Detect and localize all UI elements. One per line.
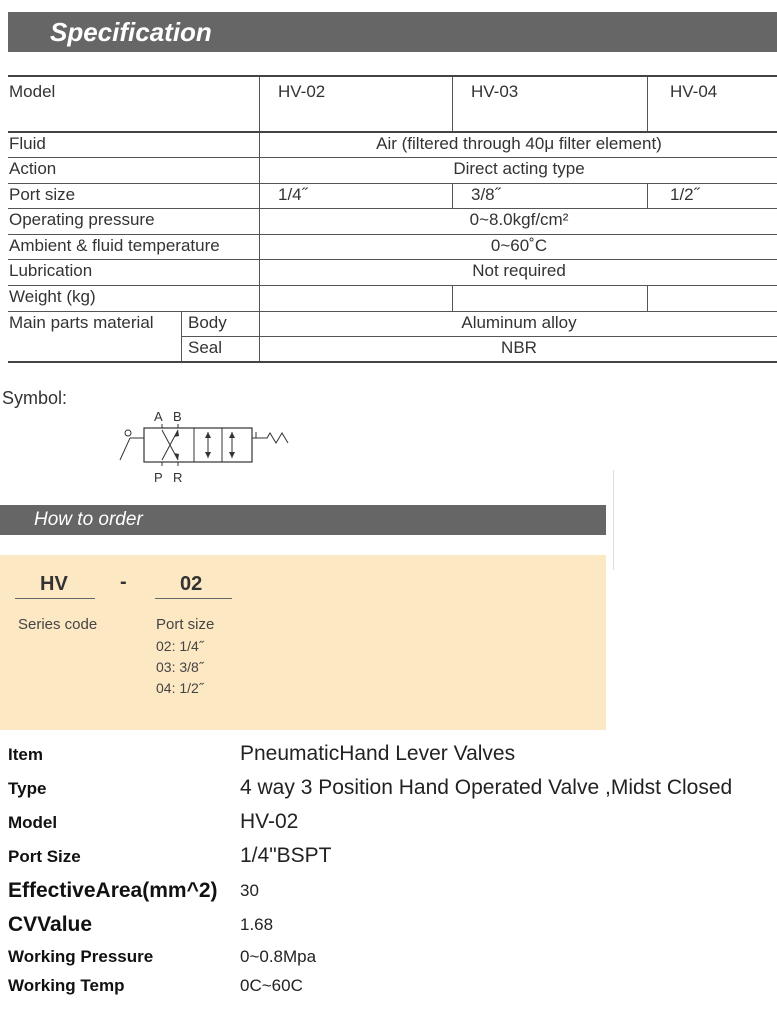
symbol-label: Symbol: bbox=[2, 388, 68, 408]
weight-label: Weight (kg) bbox=[8, 286, 260, 312]
port-p-label: P bbox=[154, 470, 163, 485]
property-key: Model bbox=[8, 813, 58, 832]
port-code: 02 bbox=[180, 573, 203, 595]
port-size-hv02: 1/4˝ bbox=[260, 183, 453, 209]
operating-pressure-value: 0~8.0kgf/cm² bbox=[260, 209, 777, 235]
property-key: Working Temp bbox=[8, 976, 125, 995]
property-key: Port Size bbox=[8, 847, 81, 866]
port-size-label: Port size bbox=[156, 616, 215, 633]
port-size-hv04: 1/2˝ bbox=[648, 183, 777, 209]
body-value: Aluminum alloy bbox=[260, 311, 777, 337]
model-hv03: HV-03 bbox=[453, 76, 648, 132]
model-hv02: HV-02 bbox=[260, 76, 453, 132]
table-row-operating-pressure bbox=[8, 209, 777, 235]
specification-banner: Specification bbox=[8, 12, 777, 52]
how-to-order-box bbox=[0, 555, 606, 730]
property-value: 0~0.8Mpa bbox=[240, 947, 317, 966]
valve-symbol-icon bbox=[112, 408, 297, 488]
body-label: Body bbox=[182, 311, 260, 337]
property-value: HV-02 bbox=[240, 810, 299, 833]
port-size-hv03: 3/8˝ bbox=[453, 183, 648, 209]
lubrication-label: Lubrication bbox=[8, 260, 260, 286]
port-b-label: B bbox=[173, 409, 182, 424]
action-value: Direct acting type bbox=[260, 158, 777, 184]
property-value: 1/4"BSPT bbox=[240, 844, 332, 867]
series-code-underline bbox=[15, 598, 95, 599]
property-value: 1.68 bbox=[240, 915, 274, 934]
property-key: Item bbox=[8, 745, 43, 764]
table-row-lubrication bbox=[8, 260, 777, 286]
property-key: Working Pressure bbox=[8, 947, 154, 966]
ambient-temp-label: Ambient & fluid temperature bbox=[8, 234, 260, 260]
fluid-value: Air (filtered through 40μ filter element) bbox=[260, 132, 777, 158]
port-a-label: A bbox=[154, 409, 163, 424]
divider bbox=[613, 470, 614, 570]
property-value: 0C~60C bbox=[240, 976, 303, 995]
table-row-port-size bbox=[8, 183, 777, 209]
port-r-label: R bbox=[173, 470, 183, 485]
port-option-04: 04: 1/2˝ bbox=[156, 680, 204, 696]
table-row-fluid bbox=[8, 132, 777, 158]
port-size-label: Port size bbox=[8, 183, 260, 209]
table-row-ambient-temp bbox=[8, 234, 777, 260]
model-label: Model bbox=[8, 76, 260, 132]
property-key: Type bbox=[8, 779, 47, 798]
action-label: Action bbox=[8, 158, 260, 184]
seal-label: Seal bbox=[182, 337, 260, 363]
table-row-model bbox=[8, 76, 777, 132]
lubrication-value: Not required bbox=[260, 260, 777, 286]
property-key: EffectiveArea(mm^2) bbox=[8, 879, 218, 902]
property-value: 4 way 3 Position Hand Operated Valve ,Midst Closed bbox=[240, 776, 733, 799]
property-key: CVValue bbox=[8, 913, 93, 936]
specification-table bbox=[8, 75, 777, 363]
main-parts-label: Main parts material bbox=[8, 311, 182, 362]
series-code-label: Series code bbox=[18, 616, 98, 633]
weight-hv03 bbox=[453, 286, 648, 312]
seal-value: NBR bbox=[260, 337, 777, 363]
fluid-label: Fluid bbox=[8, 132, 260, 158]
table-row-action bbox=[8, 158, 777, 184]
port-code-underline bbox=[155, 598, 232, 599]
how-to-order-banner: How to order bbox=[0, 505, 606, 535]
property-value: 30 bbox=[240, 881, 259, 900]
order-dash: - bbox=[120, 571, 127, 593]
table-row-body bbox=[8, 311, 777, 337]
operating-pressure-label: Operating pressure bbox=[8, 209, 260, 235]
ambient-temp-value: 0~60˚C bbox=[260, 234, 777, 260]
table-row-weight bbox=[8, 286, 777, 312]
weight-hv04 bbox=[648, 286, 777, 312]
model-hv04: HV-04 bbox=[648, 76, 777, 132]
port-option-02: 02: 1/4˝ bbox=[156, 638, 204, 654]
property-value: PneumaticHand Lever Valves bbox=[240, 742, 516, 765]
port-option-03: 03: 3/8˝ bbox=[156, 659, 204, 675]
series-code: HV bbox=[40, 573, 68, 595]
weight-hv02 bbox=[260, 286, 453, 312]
